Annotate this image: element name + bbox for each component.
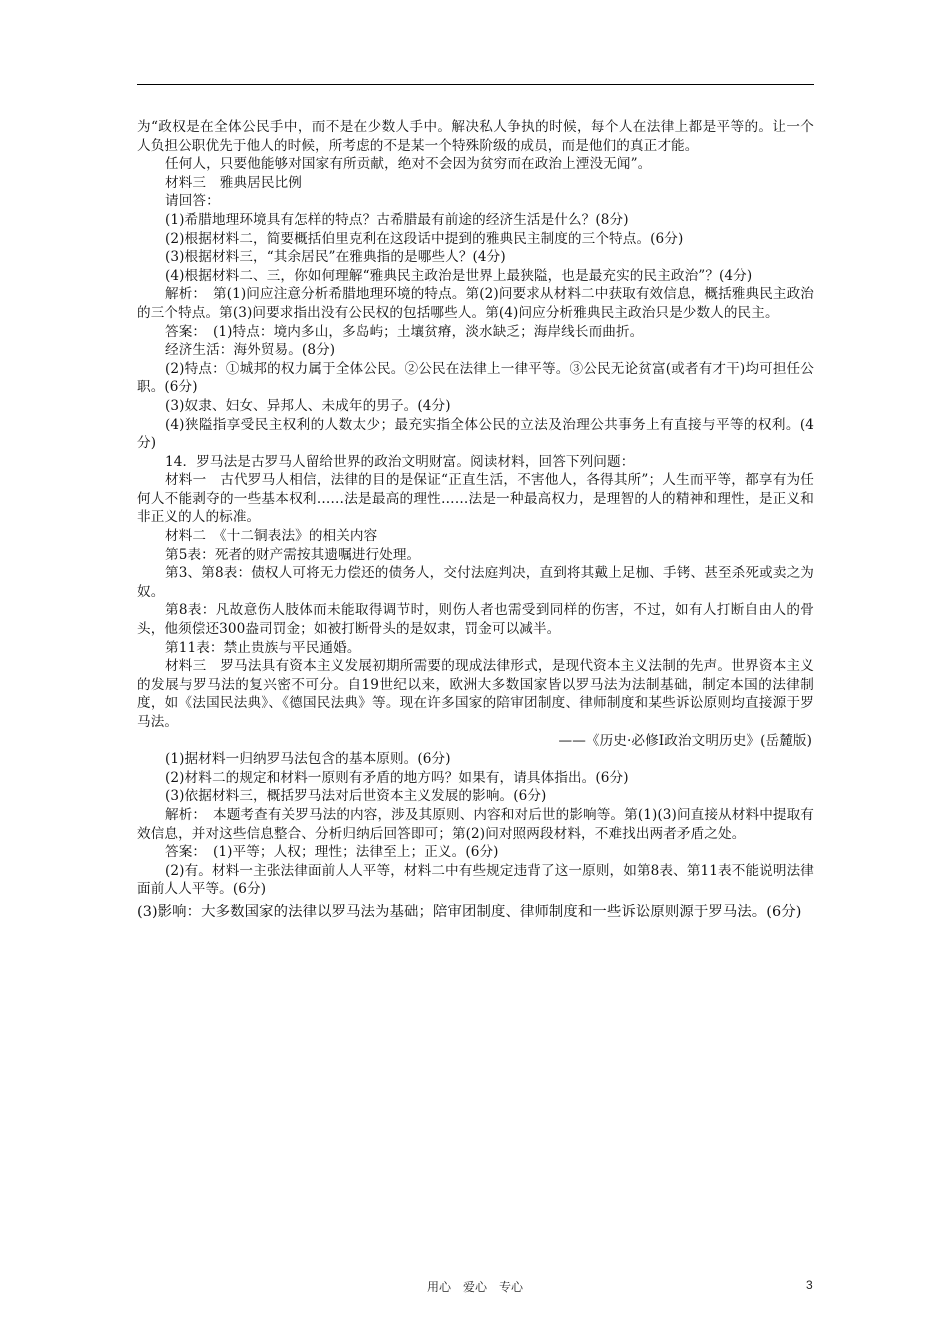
answer-paragraph: 经济生活：海外贸易。(8分): [165, 342, 336, 359]
material-paragraph: 第3、第8表：债权人可将无力偿还的债务人，交付法庭判决，直到将其戴上足枷、手铐、甚至杀死或卖之为奴。: [137, 565, 814, 600]
question-item: (4)根据材料二、三，你如何理解“雅典民主政治是世界上最狭隘，也是最充实的民主政治”？(4分): [165, 267, 753, 284]
question-prompt: 请回答：: [165, 193, 220, 210]
answer-paragraph: 答案： (1)平等；人权；理性；法律至上；正义。(6分): [165, 844, 499, 861]
footer-motto: 用心 爱心 专心: [426, 1280, 523, 1294]
question-item: (1)据材料一归纳罗马法包含的基本原则。(6分): [165, 751, 451, 768]
material-heading: 材料二 《十二铜表法》的相关内容: [165, 528, 378, 545]
material-paragraph: 材料三 罗马法具有资本主义发展初期所需要的现成法律形式，是现代资本主义法制的先声。世界资本主义的发展与罗马法的复兴密不可分。自19世纪以来，欧洲大多数国家皆以罗马法为法制基础，制定本国的法律制度，如《法国民法典》、《德国民法典》等。现在许多国家的陪审团制度、律师制度和某些诉讼原则均直接源于罗马法。: [137, 658, 814, 730]
answer-paragraph: (4)狭隘指享受民主权利的人数太少；最充实指全体公民的立法及治理公共事务上有直接与平等的权利。(4分): [137, 416, 814, 452]
analysis-paragraph: 解析： 本题考查有关罗马法的内容，涉及其原则、内容和对后世的影响等。第(1)(3)问直接从材料中提取有效信息，并对这些信息整合、分析归纳后回答即可；第(2)问对照两段材料，不难找出两者矛盾之处。: [137, 806, 814, 842]
header-rule: [137, 84, 814, 85]
material-paragraph: 材料一 古代罗马人相信，法律的目的是保证“正直生活，不害他人，各得其所”；人生而平等，都享有为任何人不能剥夺的一些基本权利……法是最高的理性……法是一种最高权力，是理智的人的精神和理性，是正义和非正义的人的标准。: [137, 472, 814, 526]
question-item: (3)根据材料三，“其余居民”在雅典指的是哪些人？(4分): [165, 249, 506, 266]
answer-paragraph: (3)影响：大多数国家的法律以罗马法为基础；陪审团制度、律师制度和一些诉讼原则源于罗马法。(6分): [137, 903, 802, 920]
answer-paragraph: (3)奴隶、妇女、异邦人、未成年的男子。(4分): [165, 397, 451, 414]
question-heading: 14．罗马法是古罗马人留给世界的政治文明财富。阅读材料，回答下列问题：: [165, 453, 635, 470]
analysis-paragraph: 解析： 第(1)问应注意分析希腊地理环境的特点。第(2)问要求从材料二中获取有效信息，概括雅典民主政治的三个特点。第(3)问要求指出没有公民权的包括哪些人。第(4)问应分析雅典民主政治只是少数人的民主。: [137, 286, 814, 321]
body-text: [137, 118, 814, 924]
source-citation: ——《历史·必修Ⅰ政治文明历史》(岳麓版): [558, 732, 812, 749]
material-paragraph: 第11表：禁止贵族与平民通婚。: [165, 639, 361, 656]
paragraph: 为“政权是在全体公民手中，而不是在少数人手中。解决私人争执的时候，每个人在法律上都是平等的。让一个人负担公职优先于他人的时候，所考虑的不是某一个特殊阶级的成员，而是他们的真正才能。: [137, 119, 814, 154]
answer-paragraph: (2)特点：①城邦的权力属于全体公民。②公民在法律上一律平等。③公民无论贫富(或者有才干)均可担任公职。(6分): [137, 360, 814, 396]
material-paragraph: 第8表：凡故意伤人肢体而未能取得调节时，则伤人者也需受到同样的伤害，不过，如有人打断自由人的骨头，他须偿还300盎司罚金；如被打断骨头的是奴隶，罚金可以减半。: [137, 602, 814, 638]
answer-paragraph: (2)有。材料一主张法律面前人人平等，材料二中有些规定违背了这一原则，如第8表、第11表不能说明法律面前人人平等。(6分): [137, 862, 814, 898]
question-item: (3)依据材料三，概括罗马法对后世资本主义发展的影响。(6分): [165, 788, 547, 805]
answer-paragraph: 答案： (1)特点：境内多山，多岛屿；土壤贫瘠，淡水缺乏；海岸线长而曲折。: [165, 323, 644, 340]
material-heading: 材料三 雅典居民比例: [165, 174, 302, 191]
material-paragraph: 第5表：死者的财产需按其遗嘱进行处理。: [165, 546, 421, 563]
page-number: 3: [806, 1278, 813, 1292]
paragraph: 任何人，只要他能够对国家有所贡献，绝对不会因为贫穷而在政治上湮没无闻”。: [165, 156, 652, 173]
question-item: (2)材料二的规定和材料一原则有矛盾的地方吗？如果有，请具体指出。(6分): [165, 769, 629, 786]
question-item: (2)根据材料二，简要概括伯里克利在这段话中提到的雅典民主制度的三个特点。(6分): [165, 230, 684, 247]
question-item: (1)希腊地理环境具有怎样的特点？古希腊最有前途的经济生活是什么？(8分): [165, 211, 629, 228]
